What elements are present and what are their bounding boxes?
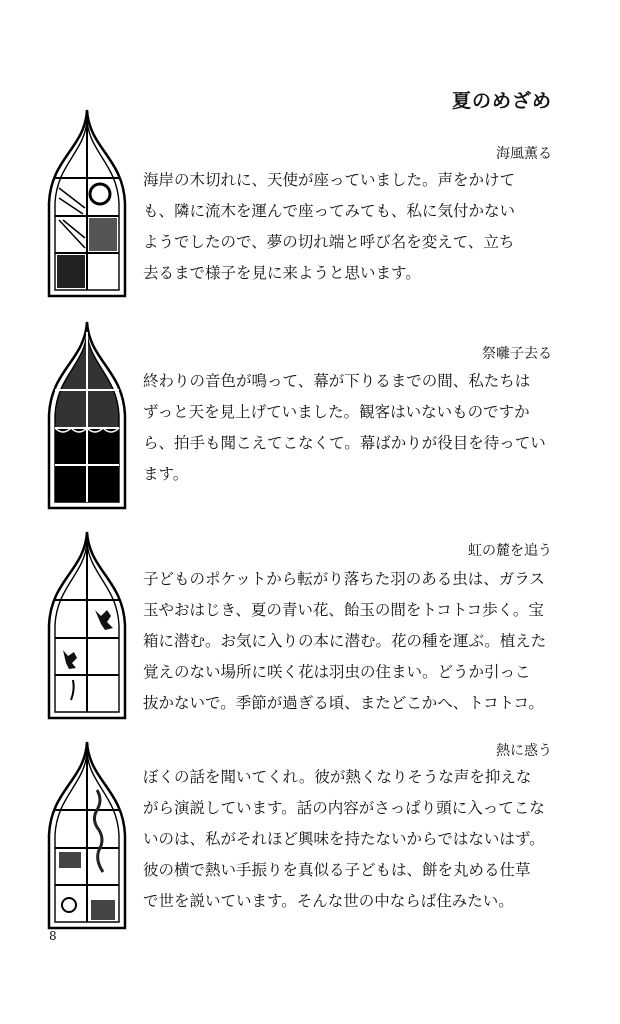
section-body (143, 762, 563, 917)
body-line: ます。 (143, 465, 189, 483)
section-heading: 熱に惑う (496, 743, 552, 759)
arched-window-illustration-4 (45, 740, 129, 930)
section-body (143, 366, 563, 490)
arched-window-illustration-2 (45, 320, 129, 510)
body-line: ぼくの話を聞いてくれ。彼が熱くなりそうな声を抑えな (143, 768, 532, 786)
section-heading: 虹の麓を追う (468, 543, 552, 559)
section-body (143, 564, 563, 719)
body-line: も、隣に流木を運んで座ってみても、私に気付かない (143, 202, 516, 220)
body-line: いのは、私がそれほど興味を持たないからではないはず。 (143, 830, 545, 848)
body-line: ようでしたので、夢の切れ端と呼び名を変えて、立ち (143, 233, 515, 251)
page-title: 夏のめざめ (451, 90, 552, 112)
section-heading: 祭囃子去る (482, 346, 552, 362)
body-line: ら、拍手も聞こえてこなくて。幕ばかりが役目を待ってい (143, 434, 546, 452)
arched-window-illustration-3 (45, 530, 129, 720)
body-line: ずっと天を見上げていました。観客はいないものですか (143, 403, 530, 421)
body-line: 抜かないで。季節が過ぎる頃、またどこかへ、トコトコ。 (143, 694, 544, 712)
body-line: 去るまで様子を見に来ようと思います。 (143, 264, 421, 282)
section-body (143, 165, 563, 289)
arched-window-illustration-1 (45, 108, 129, 298)
page-number: 8 (49, 929, 57, 943)
body-line: 終わりの音色が鳴って、幕が下りるまでの間、私たちは (143, 372, 531, 390)
body-line: 覚えのない場所に咲く花は羽虫の住まい。どうか引っこ (143, 663, 531, 681)
section-heading: 海風薫る (496, 146, 552, 162)
body-line: がら演説しています。話の内容がさっぱり頭に入ってこな (143, 799, 545, 817)
body-line: で世を説いています。そんな世の中ならば住みたい。 (143, 892, 514, 910)
body-line: 箱に潜む。お気に入りの本に潜む。花の種を運ぶ。植えた (143, 632, 547, 650)
body-line: 海岸の木切れに、天使が座っていました。声をかけて (143, 171, 516, 189)
body-line: 子どものポケットから転がり落ちた羽のある虫は、ガラス (143, 570, 545, 588)
body-line: 玉やおはじき、夏の青い花、飴玉の間をトコトコ歩く。宝 (143, 601, 544, 619)
body-line: 彼の横で熱い手振りを真似る子どもは、餅を丸める仕草 (143, 861, 531, 879)
